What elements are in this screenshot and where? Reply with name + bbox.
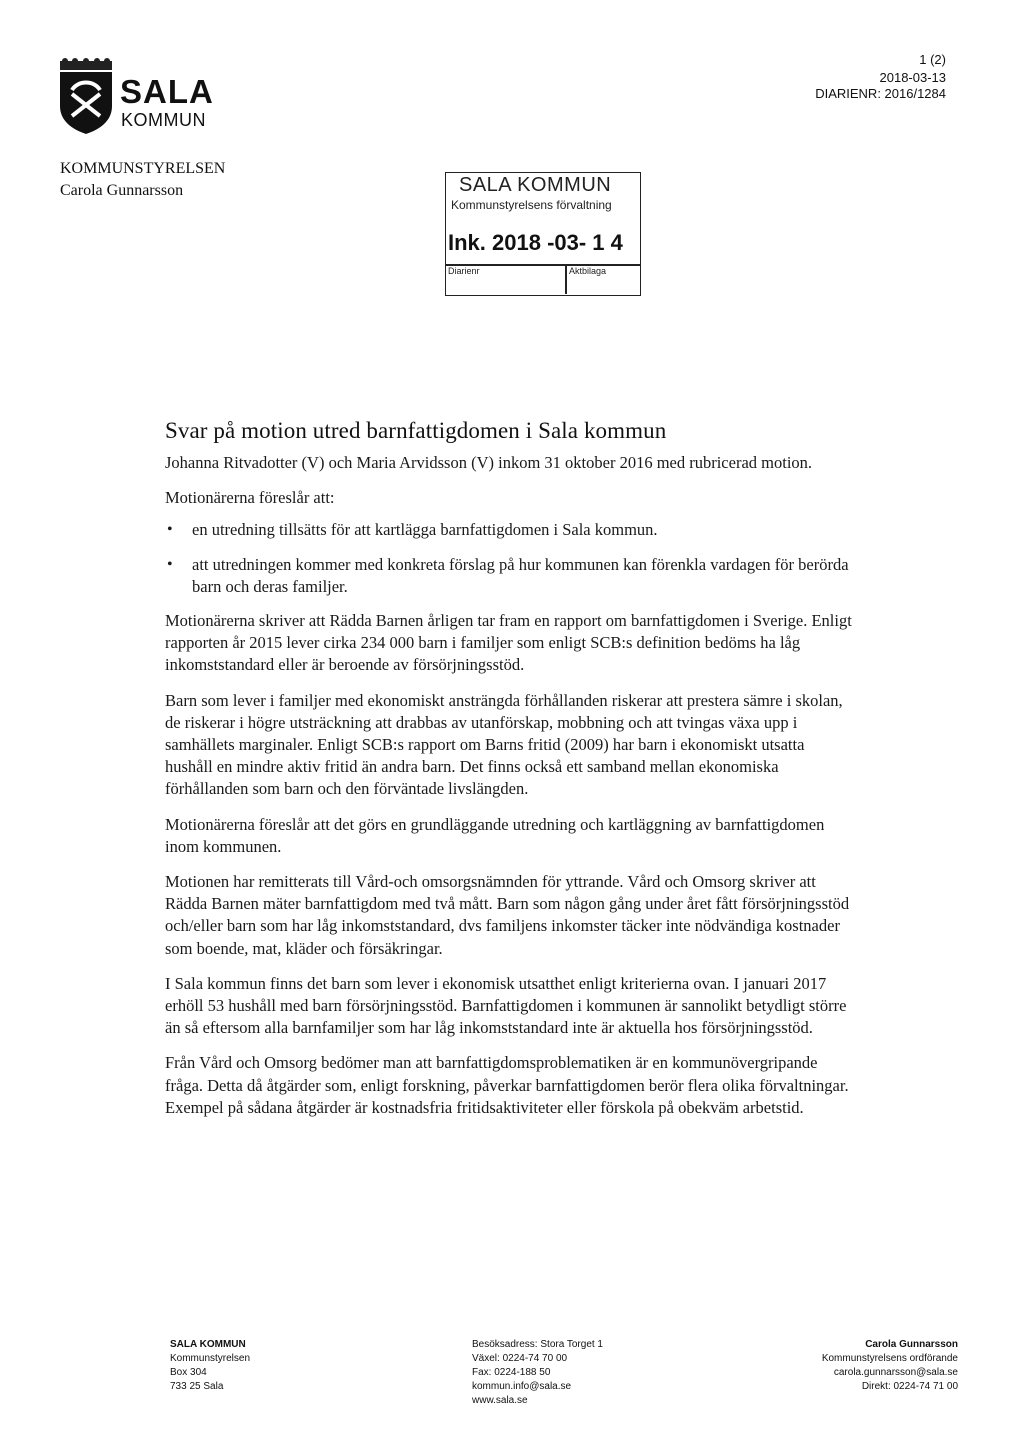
paragraph: Motionärerna skriver att Rädda Barnen årligen tar fram en rapport om barnfattigdomen i Sverige. Enligt rapporten år 2015 lever cirka 234 000 barn i familjer som enligt SCB:s definition bedöms ha låg inkomststandard eller är beroende av försörjningsstöd. — [165, 611, 852, 675]
footer-line: 733 25 Sala — [170, 1381, 224, 1392]
page-number: 1 (2) — [919, 52, 946, 67]
stamp-label-aktbilaga: Aktbilaga — [569, 266, 607, 276]
footer-line: Box 304 — [170, 1367, 207, 1378]
stamp-date: Ink. 2018 -03- 1 4 — [448, 230, 623, 255]
proposal-list — [165, 519, 855, 598]
crown-icon — [60, 58, 112, 70]
list-item-text: en utredning tillsätts för att kartlägga barnfattigdomen i Sala kommun. — [192, 520, 658, 540]
list-item — [165, 519, 855, 541]
paragraph: Motionärerna föreslår att: — [165, 488, 335, 508]
footer-contact — [472, 1338, 603, 1408]
footer-line: Kommunstyrelsens ordförande — [821, 1353, 958, 1364]
footer-email[interactable]: carola.gunnarsson@sala.se — [833, 1367, 958, 1378]
paragraph: Barn som lever i familjer med ekonomiskt ansträngda förhållanden riskerar att prestera sämre i skolan, de riskerar i högre utsträckning att drabbas av utanförskap, mobbning och att tvingas växa upp i samhällets marginaler. Enligt SCB:s rapport om Barns fritid (2009) har barn i ekonomiskt utsatta hushåll en mindre aktiv fritid än andra barn. Det finns också ett samband mellan ekonomiska förhållanden som barn och den förväntade livslängden. — [165, 690, 843, 799]
footer-website[interactable]: www.sala.se — [472, 1395, 528, 1406]
footer-line: Besöksadress: Stora Torget 1 — [472, 1339, 603, 1350]
document-date: 2018-03-13 — [879, 70, 946, 85]
document-body — [165, 418, 855, 1132]
paragraph: Motionen har remitterats till Vård-och omsorgsnämnden för yttrande. Vård och Omsorg skriver att Rädda Barnen mäter barnfattigdom med två mått. Barn som någon gång under året fått försörjningsstöd och/eller barn som har låg inkomststandard, dvs familjens inkomster täcker inte nödvändiga kostnader som boende, mat, kläder och försäkringar. — [165, 872, 850, 958]
paragraph: Motionärerna föreslår att det görs en grundläggande utredning och kartläggning av barnfattigdomen inom kommunen. — [165, 814, 825, 856]
municipality-logo — [60, 58, 220, 138]
paragraph: Johanna Ritvadotter (V) och Maria Arvidsson (V) inkom 31 oktober 2016 med rubricerad motion. — [165, 453, 813, 472]
logo-sub: KOMMUN — [121, 110, 206, 130]
crest-icon — [60, 72, 112, 134]
footer-line: Växel: 0224-74 70 00 — [472, 1353, 568, 1364]
footer-line: Direkt: 0224-74 71 00 — [861, 1381, 958, 1392]
bullet-icon: • — [167, 555, 173, 573]
bullet-icon: • — [167, 521, 173, 539]
list-item — [165, 554, 855, 598]
footer-email[interactable]: kommun.info@sala.se — [472, 1381, 572, 1392]
diary-number: DIARIENR: 2016/1284 — [815, 86, 946, 101]
footer-name: Carola Gunnarsson — [865, 1339, 958, 1350]
footer-line: Fax: 0224-188 50 — [472, 1367, 551, 1378]
paragraph: Från Vård och Omsorg bedömer man att barnfattigdomsproblematiken är en kommunövergripande fråga. Detta då åtgärder som, enligt forskning, påverkar barnfattigdomen berör flera olika förvaltningar. Exempel på sådana åtgärder är kostnadsfria fritidsaktiviteter eller förskola på obekväm arbetstid. — [165, 1053, 849, 1117]
logo-name: SALA — [120, 73, 214, 110]
paragraph: I Sala kommun finns det barn som lever i ekonomisk utsatthet enligt kriterierna ovan. I januari 2017 erhöll 53 hushåll med barn försörjningsstöd. Barnfattigdomen i kommunen är sannolikt betydligt större än så eftersom alla barnfamiljer som har låg inkomststandard inte är aktuella hos försörjningsstöd. — [165, 973, 847, 1038]
stamp-label-diarienr: Diarienr — [448, 266, 480, 276]
footer-org: SALA KOMMUN — [170, 1339, 246, 1350]
sender-department: KOMMUNSTYRELSEN — [60, 160, 226, 177]
stamp-office: Kommunstyrelsens förvaltning — [451, 198, 612, 212]
document-title: Svar på motion utred barnfattigdomen i Sala kommun — [165, 418, 667, 443]
footer-line: Kommunstyrelsen — [170, 1353, 251, 1364]
footer-signatory — [822, 1338, 958, 1394]
list-item-text: att utredningen kommer med konkreta förslag på hur kommunen kan förenkla vardagen för berörda barn och deras familjer. — [192, 554, 849, 596]
received-stamp — [445, 172, 641, 296]
footer-address — [170, 1338, 250, 1394]
stamp-org: SALA KOMMUN — [459, 174, 612, 196]
stamp-divider-vertical — [565, 264, 567, 294]
sender-person: Carola Gunnarsson — [60, 182, 184, 199]
